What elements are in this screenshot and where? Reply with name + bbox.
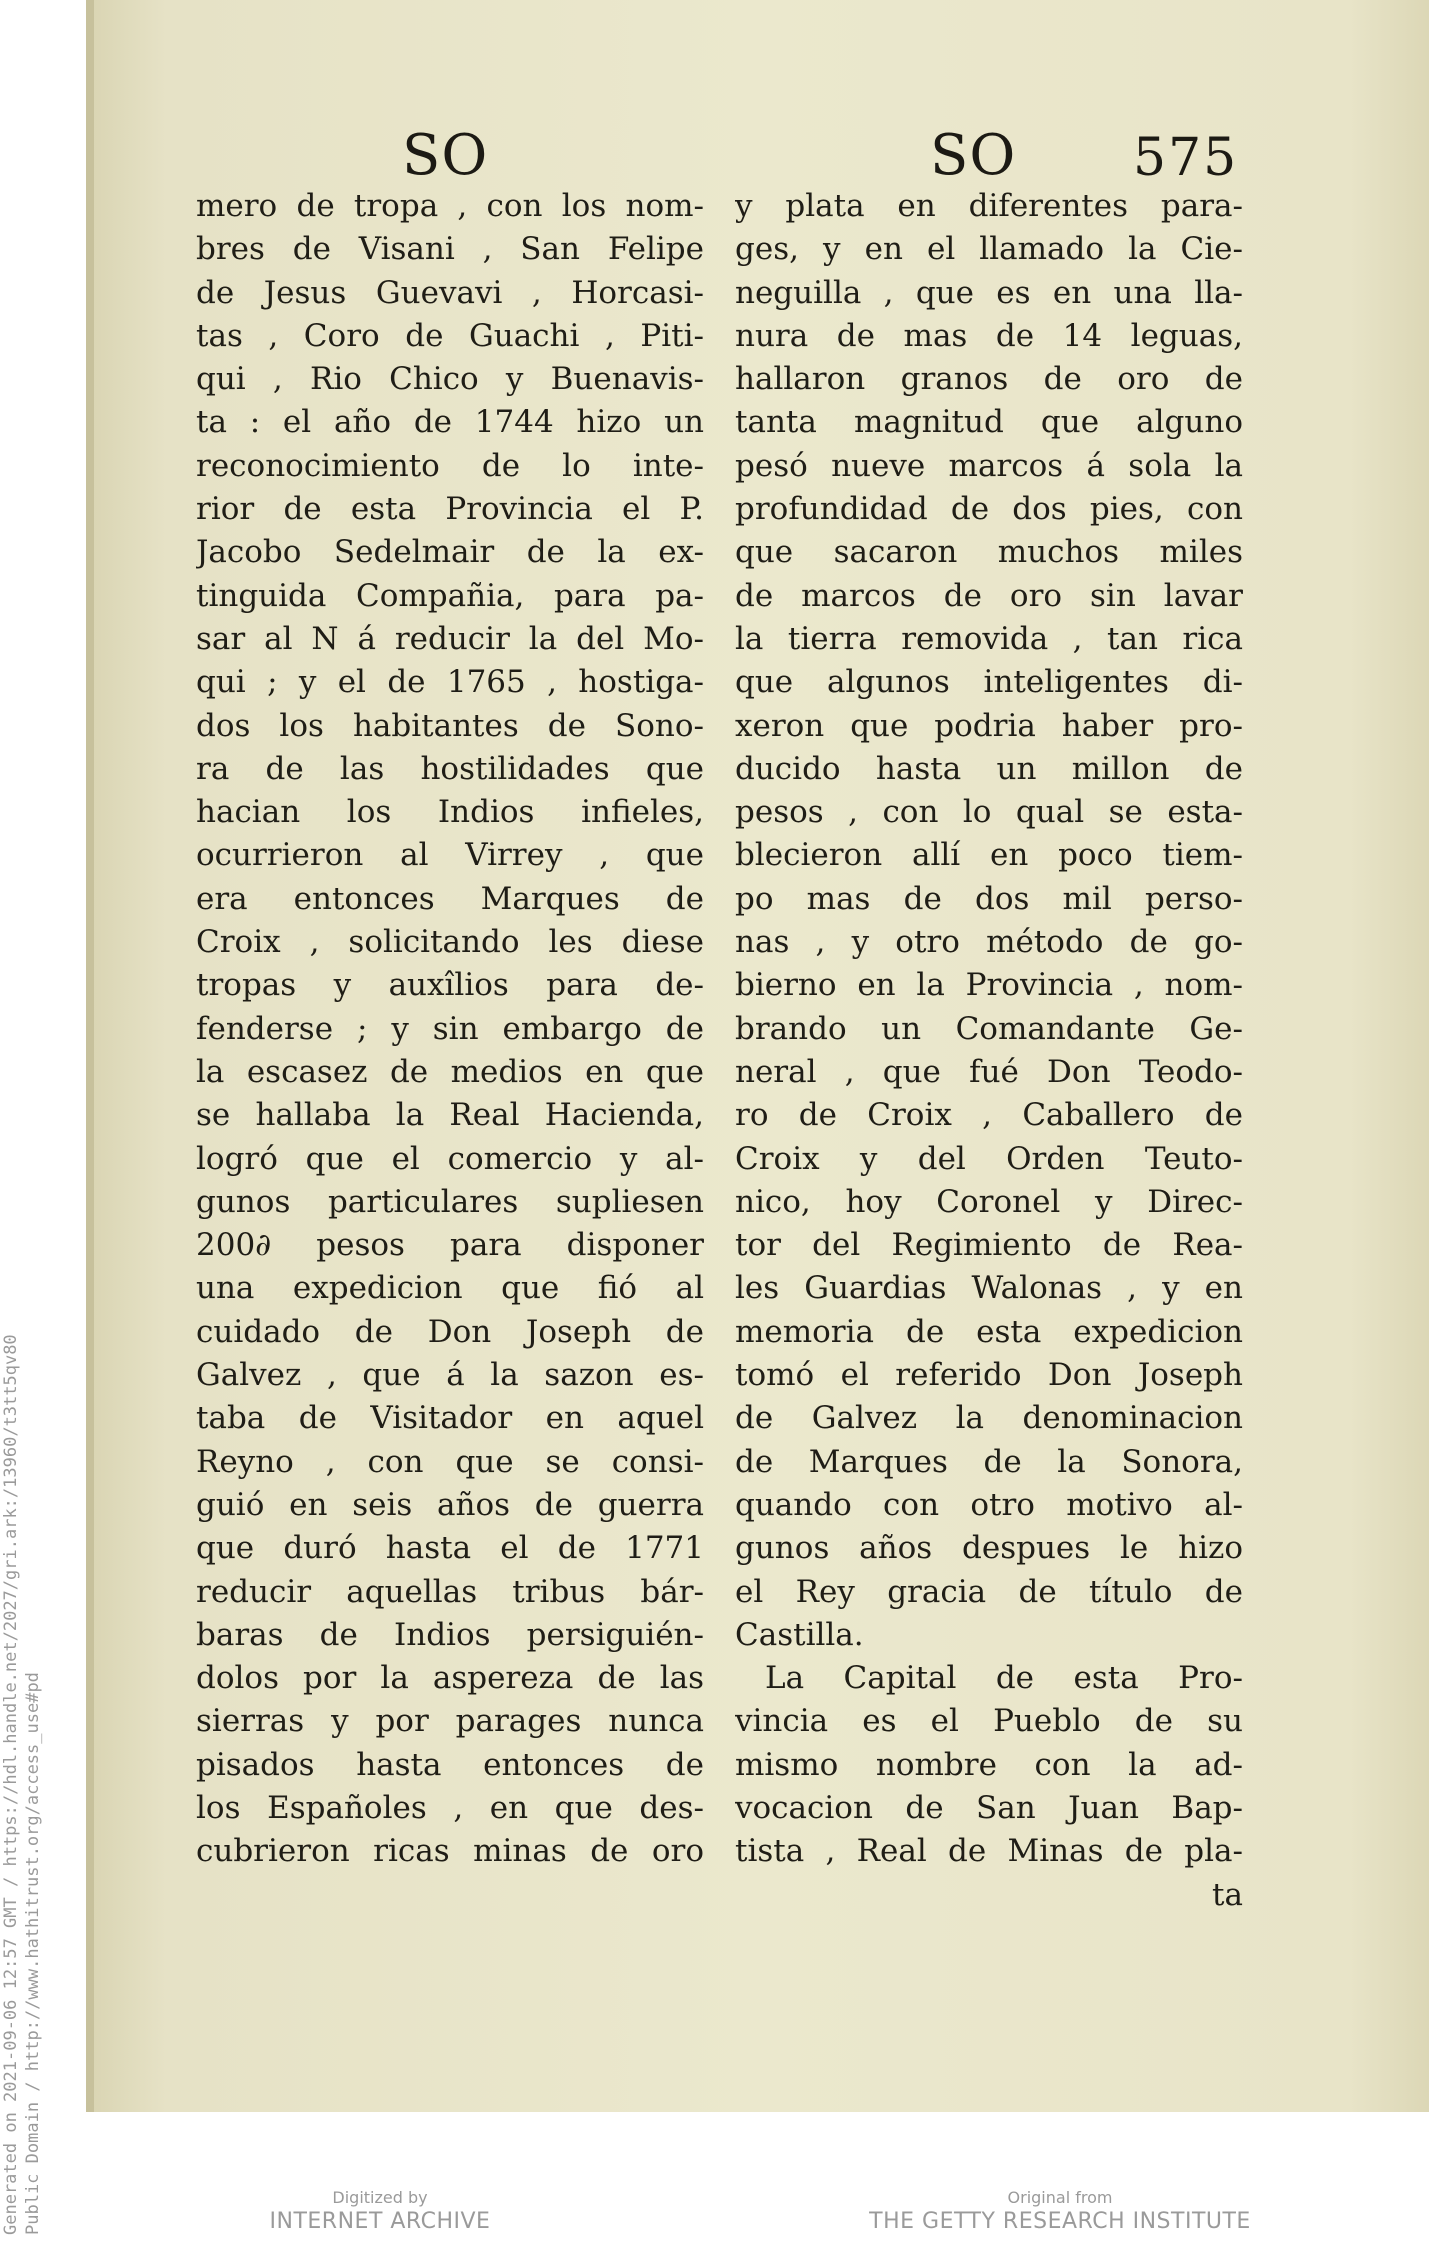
text-line: les Guardias Walonas , y en [735, 1270, 1243, 1307]
text-line: hacian los Indios infieles, [196, 794, 704, 831]
footer-digitizer-name: INTERNET ARCHIVE [269, 2209, 491, 2234]
text-line: pisados hasta entonces de [196, 1746, 704, 1783]
catchword: ta [1212, 1876, 1243, 1913]
text-line: de marcos de oro sin lavar [735, 577, 1243, 614]
text-line: La Capital de esta Pro- [765, 1660, 1243, 1697]
text-line: baras de Indios persiguién- [196, 1616, 704, 1653]
text-line: nico, hoy Coronel y Direc- [735, 1183, 1243, 1220]
text-line: dos los habitantes de Sono- [196, 707, 704, 744]
text-line: taba de Visitador en aquel [196, 1400, 704, 1437]
text-line: Castilla. [735, 1616, 864, 1653]
generation-stamp-line-2: Public Domain / http://www.hathitrust.org/access_use#pd [23, 1672, 43, 2235]
text-line: dolos por la aspereza de las [196, 1660, 704, 1697]
text-column-left [196, 185, 704, 1874]
text-line: ta : el año de 1744 hizo un [196, 404, 704, 441]
text-line: el Rey gracia de título de [735, 1573, 1243, 1610]
footer-digitized-label: Digitized by [332, 2188, 428, 2207]
text-line: nas , y otro método de go- [735, 924, 1243, 961]
text-line: tas , Coro de Guachi , Piti- [196, 317, 704, 354]
text-line: tropas y auxîlios para de- [196, 967, 704, 1004]
text-line: 200∂ pesos para disponer [196, 1227, 704, 1264]
text-line: era entonces Marques de [196, 880, 704, 917]
text-line: tomó el referido Don Joseph [735, 1357, 1243, 1394]
text-line: profundidad de dos pies, con [735, 491, 1243, 528]
text-line: fenderse ; y sin embargo de [196, 1010, 704, 1047]
text-line: cuidado de Don Joseph de [196, 1313, 704, 1350]
text-line: la tierra removida , tan rica [735, 620, 1243, 657]
footer-original-label: Original from [1007, 2188, 1113, 2207]
text-line: vocacion de San Juan Bap- [735, 1789, 1243, 1826]
text-line: neral , que fué Don Teodo- [735, 1053, 1243, 1090]
text-line: ocurrieron al Virrey , que [196, 837, 704, 874]
running-head-left: SO [402, 123, 489, 188]
text-line: bierno en la Provincia , nom- [735, 967, 1243, 1004]
generation-stamp [0, 1334, 44, 2235]
text-line: guió en seis años de guerra [196, 1486, 704, 1523]
text-line: y plata en diferentes para- [735, 188, 1243, 224]
text-line: de Jesus Guevavi , Horcasi- [196, 274, 704, 311]
text-line: quando con otro motivo al- [735, 1486, 1243, 1523]
text-column-right [735, 185, 1243, 1917]
footer-original-from [860, 2188, 1260, 2236]
generation-stamp-line-1: Generated on 2021-09-06 12:57 GMT / https://hdl.handle.net/2027/gri.ark:/13960/t3tt5qv80 [1, 1334, 21, 2235]
text-line: ra de las hostilidades que [196, 750, 704, 787]
text-line: Jacobo Sedelmair de la ex- [196, 534, 704, 571]
text-line: vincia es el Pueblo de su [735, 1703, 1243, 1740]
text-line: Croix y del Orden Teuto- [735, 1140, 1243, 1177]
text-line: gunos años despues le hizo [735, 1530, 1243, 1567]
text-line: logró que el comercio y al- [196, 1140, 704, 1177]
text-line: sar al N á reducir la del Mo- [196, 620, 704, 657]
text-line: po mas de dos mil perso- [735, 880, 1243, 917]
text-line: pesó nueve marcos á sola la [735, 447, 1243, 484]
text-line: hallaron granos de oro de [735, 361, 1243, 398]
text-line: qui , Rio Chico y Buenavis- [196, 361, 704, 398]
running-head-right: SO [930, 123, 1017, 188]
text-line: de Galvez la denominacion [735, 1400, 1243, 1437]
text-line: tanta magnitud que alguno [735, 404, 1243, 441]
text-line: mismo nombre con la ad- [735, 1746, 1243, 1783]
text-line: nura de mas de 14 leguas, [735, 317, 1243, 354]
text-line: xeron que podria haber pro- [735, 707, 1243, 744]
text-line: los Españoles , en que des- [196, 1789, 704, 1826]
text-line: una expedicion que fió al [196, 1270, 704, 1307]
text-line: que algunos inteligentes di- [735, 664, 1243, 701]
text-line: la escasez de medios en que [196, 1053, 704, 1090]
text-line: ges, y en el llamado la Cie- [735, 231, 1243, 268]
text-line: gunos particulares supliesen [196, 1183, 704, 1220]
text-line: memoria de esta expedicion [735, 1313, 1243, 1350]
text-line: reconocimiento de lo inte- [196, 447, 704, 484]
text-line: bres de Visani , San Felipe [196, 231, 704, 268]
text-line: Reyno , con que se consi- [196, 1443, 704, 1480]
text-line: tinguida Compañia, para pa- [196, 577, 704, 614]
text-line: Galvez , que á la sazon es- [196, 1357, 704, 1394]
text-line: sierras y por parages nunca [196, 1703, 704, 1740]
text-line: ducido hasta un millon de [735, 750, 1243, 787]
text-line: que sacaron muchos miles [735, 534, 1243, 571]
text-line: ro de Croix , Caballero de [735, 1097, 1243, 1134]
page-number: 575 [1133, 128, 1239, 188]
text-line: de Marques de la Sonora, [735, 1443, 1243, 1480]
footer-institution-name: THE GETTY RESEARCH INSTITUTE [869, 2209, 1251, 2234]
text-line: cubrieron ricas minas de oro [196, 1833, 704, 1870]
text-line: pesos , con lo qual se esta- [735, 794, 1243, 831]
text-line: qui ; y el de 1765 , hostiga- [196, 664, 704, 701]
text-line: blecieron allí en poco tiem- [735, 837, 1243, 874]
text-line: tor del Regimiento de Rea- [735, 1227, 1243, 1264]
text-line: Croix , solicitando les diese [196, 924, 704, 961]
text-line: neguilla , que es en una lla- [735, 274, 1243, 311]
text-line: se hallaba la Real Hacienda, [196, 1097, 704, 1134]
text-line: reducir aquellas tribus bár- [196, 1573, 704, 1610]
text-line: brando un Comandante Ge- [735, 1010, 1243, 1047]
text-line: rior de esta Provincia el P. [196, 491, 704, 528]
text-line: que duró hasta el de 1771 [196, 1530, 704, 1567]
footer-digitized-by [230, 2188, 530, 2236]
text-line: mero de tropa , con los nom- [196, 188, 704, 224]
text-line: tista , Real de Minas de pla- [735, 1833, 1243, 1870]
